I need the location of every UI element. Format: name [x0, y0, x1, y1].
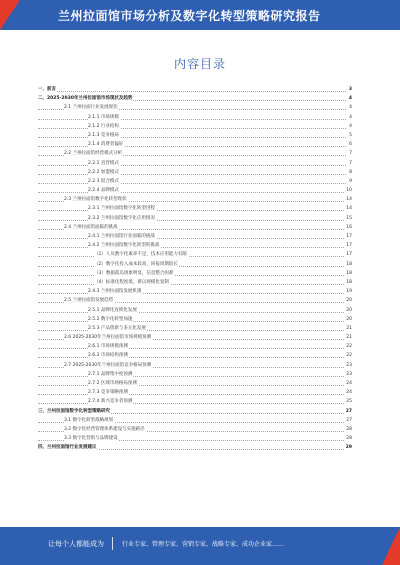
toc-leader-dots — [38, 220, 346, 221]
toc-entry-text: 2.4.1 兰州拉面馆行业面临的挑战 — [88, 234, 155, 239]
toc-page-number: 5 — [348, 131, 352, 140]
toc-entry-text: 2.2.4 品牌模式 — [88, 188, 119, 194]
toc-page-number: 4 — [348, 113, 352, 122]
toc-leader-dots — [38, 210, 346, 211]
footer-roles: 行业专家、管理专家、营销专家、战略专家、成功企业家…… — [122, 541, 285, 548]
toc-leader-dots — [38, 312, 346, 313]
toc-entry[interactable] — [38, 122, 352, 131]
toc-leader-dots — [38, 293, 346, 294]
toc-entry-text: 2.5.2 数字化转型加速 — [88, 316, 133, 322]
toc-entry-text: 2.2.2 加盟模式 — [88, 169, 119, 175]
toc-entry[interactable] — [38, 306, 352, 315]
toc-leader-dots — [38, 394, 346, 395]
toc-page-number: 14 — [345, 195, 352, 204]
toc-leader-dots — [38, 137, 346, 138]
toc-entry[interactable] — [38, 287, 352, 296]
toc-leader-dots — [38, 403, 346, 404]
toc-page-number: 22 — [345, 342, 352, 351]
toc-entry[interactable] — [38, 361, 352, 370]
toc-entry[interactable] — [38, 434, 352, 443]
toc-entry[interactable] — [38, 103, 352, 112]
toc-entry-text: 3.1 数字化转型战略规划 — [64, 417, 114, 423]
toc-leader-dots — [38, 165, 346, 166]
toc-entry-text: （3）数据孤岛现象明显，信息整合困难 — [94, 270, 174, 276]
toc-entry[interactable] — [38, 278, 352, 287]
toc-leader-dots — [38, 247, 346, 248]
toc-entry-text: 2.2.1 直营模式 — [88, 160, 119, 166]
toc-entry[interactable] — [38, 94, 352, 103]
toc-entry-text: 2.1.1 市场规模 — [88, 114, 119, 120]
toc-entry[interactable] — [38, 159, 352, 168]
toc-entry-text: 2.7.3 竞争策略预测 — [88, 390, 128, 396]
toc-page-number: 17 — [345, 241, 352, 250]
toc-page-number: 20 — [345, 306, 352, 315]
toc-entry-text: 2.3 兰州拉面馆数字化转型现状 — [64, 197, 127, 203]
toc-page-number: 24 — [345, 388, 352, 397]
toc-leader-dots — [38, 91, 346, 92]
toc-entry[interactable] — [38, 351, 352, 360]
toc-page-number: 4 — [348, 94, 352, 103]
toc-entry-text: （2）数字化投入成本较高，回报周期较长 — [94, 261, 178, 267]
toc-page-number: 10 — [345, 186, 352, 195]
toc-entry-text: 2.3.1 兰州拉面馆数字化转型进程 — [88, 206, 155, 212]
toc-entry-text: 2.2 兰州拉面馆经营模式分析 — [64, 151, 123, 157]
toc-entry[interactable] — [38, 250, 352, 259]
toc-entry-text: 3.2 数字化经营管理体系建设与实施路径 — [64, 426, 145, 432]
toc-entry-text: 2.4.3 兰州拉面馆发展机遇 — [88, 289, 142, 295]
toc-entry-text: 2.4 兰州拉面馆面临的挑战 — [64, 224, 118, 230]
toc-entry-text: 二、2025-2030年兰州拉面馆市场现状及趋势 — [38, 96, 133, 102]
footer-red-accent — [382, 527, 400, 565]
toc-entry[interactable] — [38, 324, 352, 333]
toc-entry[interactable] — [38, 241, 352, 250]
toc-page-number: 27 — [345, 416, 352, 425]
toc-entry[interactable] — [38, 223, 352, 232]
toc-heading: 内容目录 — [173, 57, 226, 71]
toc-leader-dots — [38, 348, 346, 349]
footer-divider — [112, 537, 113, 550]
toc-page-number: 3 — [348, 85, 352, 94]
toc-page-number: 22 — [345, 351, 352, 360]
toc-entry[interactable] — [38, 407, 352, 416]
toc-page-number: 27 — [345, 407, 352, 416]
toc-page-number: 28 — [345, 434, 352, 443]
toc-entry[interactable] — [38, 425, 352, 434]
toc-leader-dots — [38, 146, 346, 147]
toc-entry-text: 2.1.4 消费者偏好 — [88, 142, 124, 148]
toc-entry-text: 2.5.3 产品创新与多元化发展 — [88, 325, 146, 331]
toc-page-number: 23 — [345, 361, 352, 370]
table-of-contents — [38, 85, 352, 453]
toc-page-number: 9 — [348, 177, 352, 186]
toc-page-number: 7 — [348, 159, 352, 168]
toc-page-number: 19 — [345, 287, 352, 296]
toc-page-number: 14 — [345, 204, 352, 213]
toc-entry-text: 2.6.1 市场规模预测 — [88, 344, 128, 350]
toc-page-number: 6 — [348, 140, 352, 149]
toc-page-number: 7 — [348, 149, 352, 158]
toc-entry[interactable] — [38, 260, 352, 269]
toc-leader-dots — [38, 128, 346, 129]
toc-leader-dots — [38, 256, 346, 257]
report-header-bar — [0, 0, 400, 30]
toc-entry-text: 2.7.4 新兴竞争者预测 — [88, 399, 133, 405]
toc-entry[interactable] — [38, 186, 352, 195]
toc-leader-dots — [38, 330, 346, 331]
toc-entry[interactable] — [38, 195, 352, 204]
toc-entry[interactable] — [38, 342, 352, 351]
toc-page-number: 18 — [345, 260, 352, 269]
toc-entry[interactable] — [38, 113, 352, 122]
toc-entry[interactable] — [38, 149, 352, 158]
toc-leader-dots — [38, 266, 346, 267]
toc-leader-dots — [38, 275, 346, 276]
toc-page-number: 23 — [345, 370, 352, 379]
toc-entry-text: 2.3.2 兰州拉面馆数字化应用情况 — [88, 215, 155, 221]
toc-leader-dots — [38, 238, 346, 239]
header-red-accent — [0, 0, 20, 30]
toc-leader-dots — [38, 192, 346, 193]
toc-entry-text: 2.6.2 市场结构预测 — [88, 353, 128, 359]
toc-leader-dots — [38, 284, 346, 285]
toc-page-number: 16 — [345, 223, 352, 232]
toc-entry-text: 2.7.2 区域市场格局预测 — [88, 381, 137, 386]
toc-page-number: 20 — [345, 315, 352, 324]
toc-entry-text: 三、兰州拉面馆数字化转型策略研究 — [38, 408, 110, 414]
toc-entry[interactable] — [38, 85, 352, 94]
toc-page-number: 20 — [345, 296, 352, 305]
toc-leader-dots — [38, 119, 346, 120]
toc-entry-text: 四、兰州拉面馆行业发展建议 — [38, 445, 97, 451]
toc-entry-text: 2.5.1 品牌化连锁化发展 — [88, 307, 137, 313]
toc-entry[interactable] — [38, 333, 352, 342]
toc-entry-text: （4）标准化程度低，难以规模化复制 — [94, 279, 169, 285]
toc-entry[interactable] — [38, 204, 352, 213]
toc-entry[interactable] — [38, 397, 352, 406]
toc-entry-text: 2.1 兰州拉面行业发展现状 — [64, 105, 118, 111]
toc-page-number: 21 — [345, 324, 352, 333]
footer-bar — [0, 527, 400, 565]
toc-entry[interactable] — [38, 168, 352, 177]
footer-slogan: 让每个人都能成为 — [48, 540, 104, 548]
toc-entry[interactable] — [38, 214, 352, 223]
toc-page-number: 18 — [345, 269, 352, 278]
toc-page-number: 8 — [348, 168, 352, 177]
toc-entry-text: 2.1.2 行业结构 — [88, 123, 119, 129]
toc-page-number: 4 — [348, 122, 352, 131]
toc-entry-text: （1）人员数字化素养不足，技术应用能力有限 — [94, 252, 187, 258]
toc-entry[interactable] — [38, 388, 352, 397]
toc-entry-text: 2.7.1 品牌集中度预测 — [88, 371, 133, 377]
toc-entry-text: 2.4.2 兰州拉面馆数字化转型的挑战 — [88, 243, 160, 249]
toc-entry-text: 2.1.3 竞争格局 — [88, 132, 119, 138]
toc-page-number: 25 — [345, 397, 352, 406]
toc-page-number: 17 — [345, 250, 352, 259]
toc-page-number: 24 — [345, 379, 352, 388]
toc-entry[interactable] — [38, 177, 352, 186]
toc-entry[interactable] — [38, 315, 352, 324]
toc-entry[interactable] — [38, 443, 352, 452]
toc-entry-text: 3.3 数字化营销与品牌建设 — [64, 436, 118, 442]
toc-entry[interactable] — [38, 131, 352, 140]
toc-page-number: 17 — [345, 232, 352, 241]
report-title: 兰州拉面馆市场分析及数字化转型策略研究报告 — [58, 9, 321, 23]
toc-leader-dots — [38, 183, 346, 184]
toc-entry-text: 2.6 2025-2030年兰州拉面馆市场规模预测 — [64, 335, 152, 341]
toc-entry[interactable] — [38, 140, 352, 149]
toc-leader-dots — [38, 385, 346, 386]
toc-leader-dots — [38, 174, 346, 175]
toc-leader-dots — [38, 376, 346, 377]
toc-page-number: 29 — [345, 443, 352, 452]
toc-entry[interactable] — [38, 379, 352, 388]
toc-page-number: 21 — [345, 333, 352, 342]
toc-entry-text: 2.7 2025-2030年兰州拉面馆竞争格局预测 — [64, 362, 152, 368]
toc-page-number: 15 — [345, 214, 352, 223]
toc-entry[interactable] — [38, 296, 352, 305]
toc-leader-dots — [38, 357, 346, 358]
toc-entry[interactable] — [38, 232, 352, 241]
toc-entry-text: 一、前言 — [38, 87, 56, 92]
toc-leader-dots — [38, 321, 346, 322]
toc-entry[interactable] — [38, 416, 352, 425]
toc-entry[interactable] — [38, 370, 352, 379]
toc-page-number: 28 — [345, 425, 352, 434]
toc-entry-text: 2.5 兰州拉面馆发展趋势 — [64, 298, 114, 304]
toc-page-number: 18 — [345, 278, 352, 287]
toc-entry-text: 2.2.3 混合模式 — [88, 178, 119, 184]
toc-entry[interactable] — [38, 269, 352, 278]
toc-page-number: 4 — [348, 103, 352, 112]
